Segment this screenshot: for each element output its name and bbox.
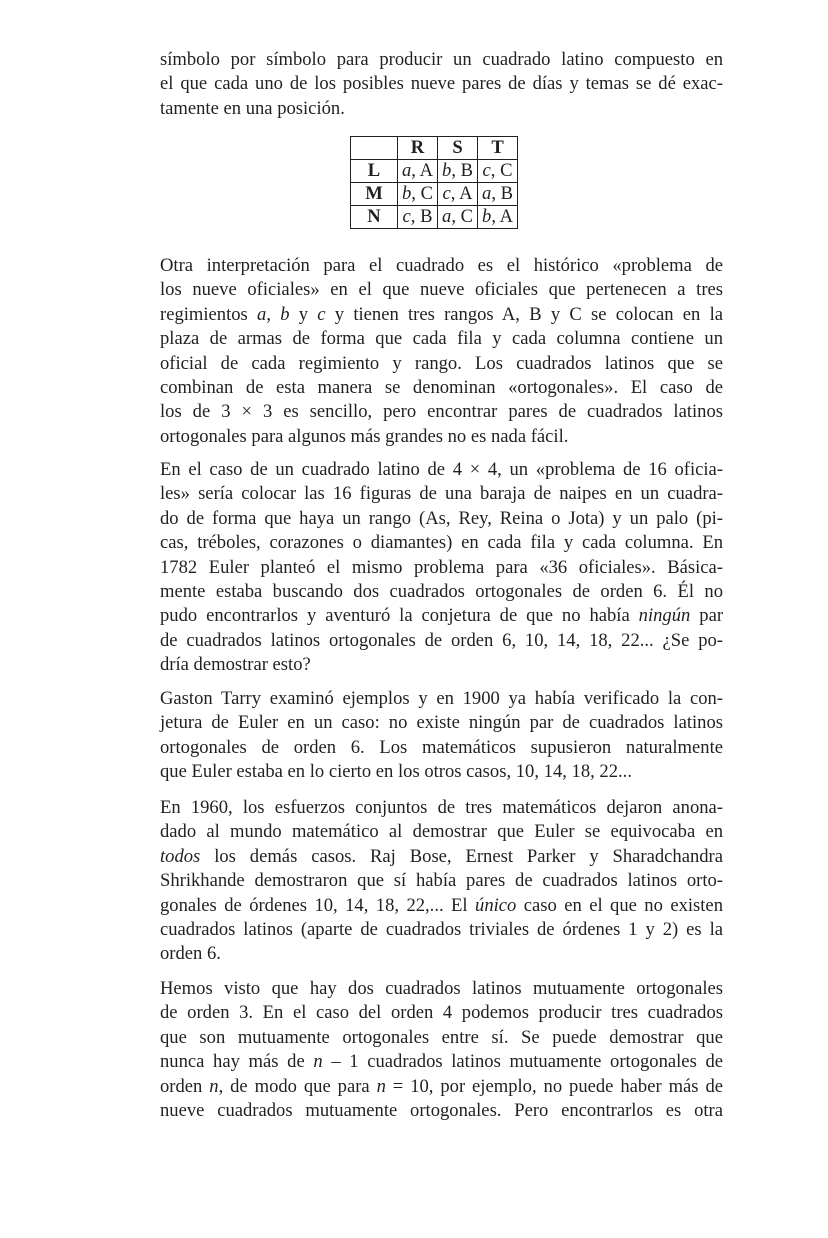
table-header-row bbox=[351, 137, 518, 160]
text-line: combinan de esta manera se denominan «ortogonales». El caso de bbox=[160, 377, 723, 399]
text-line: pudo encontrarlos y aventuró la conjetura de que no había ningún par bbox=[160, 605, 724, 627]
text-line: dado al mundo matemático al demostrar que Euler se equivocaba en bbox=[160, 821, 723, 843]
text-line: los de 3 × 3 es sencillo, pero encontrar pares de cuadrados latinos bbox=[160, 401, 723, 423]
text-line: de orden 3. En el caso del orden 4 podemos producir tres cuadrados bbox=[160, 1002, 723, 1024]
column-header-s: S bbox=[438, 137, 478, 160]
text-line: nunca hay más de n – 1 cuadrados latinos mutuamente ortogonales de bbox=[160, 1051, 724, 1073]
paragraph-oficiales bbox=[160, 254, 723, 449]
table-cell: a, C bbox=[438, 206, 478, 229]
text-line: les» sería colocar las 16 figuras de una baraja de naipes en un cuadra- bbox=[160, 483, 723, 505]
text-line: dría demostrar esto? bbox=[160, 654, 311, 676]
column-header-r: R bbox=[398, 137, 438, 160]
row-header-m: M bbox=[351, 183, 398, 206]
text-line: ortogonales de orden 6. Los matemáticos supusieron naturalmente bbox=[160, 736, 723, 758]
row-header-l: L bbox=[351, 160, 398, 183]
table-cell: c, A bbox=[438, 183, 478, 206]
paragraph-mutuamente bbox=[160, 977, 723, 1123]
text-line: los nueve oficiales» en el que nueve oficiales que pertenecen a tres bbox=[160, 279, 723, 301]
intro-paragraph bbox=[160, 48, 723, 121]
table-row bbox=[351, 183, 518, 206]
paragraph-1960 bbox=[160, 796, 723, 967]
table-cell: c, C bbox=[478, 160, 518, 183]
text-line: En 1960, los esfuerzos conjuntos de tres matemáticos dejaron anona- bbox=[160, 797, 723, 818]
text-line: gonales de órdenes 10, 14, 18, 22,... El único caso en el que no existen bbox=[160, 894, 723, 916]
text-line: Otra interpretación para el cuadrado es el histórico «problema de bbox=[160, 255, 723, 276]
table-cell: b, C bbox=[398, 183, 438, 206]
text-line: símbolo por símbolo para producir un cuadrado latino compuesto en bbox=[160, 49, 723, 70]
text-line: ortogonales para algunos más grandes no es nada fácil. bbox=[160, 425, 569, 447]
column-header-t: T bbox=[478, 137, 518, 160]
table-row bbox=[351, 206, 518, 229]
text-line: que Euler estaba en lo cierto en los otros casos, 10, 14, 18, 22... bbox=[160, 761, 632, 783]
paragraph-naipes bbox=[160, 458, 723, 678]
text-line: orden n, de modo que para n = 10, por ejemplo, no puede haber más de bbox=[160, 1075, 723, 1097]
text-line: nueve cuadrados mutuamente ortogonales. Pero encontrarlos es otra bbox=[160, 1100, 723, 1122]
text-line: todos los demás casos. Raj Bose, Ernest Parker y Sharadchandra bbox=[160, 845, 723, 867]
latin-square-table bbox=[350, 136, 518, 229]
table-cell: a, A bbox=[398, 160, 438, 183]
text-line: orden 6. bbox=[160, 943, 221, 965]
text-line: cas, tréboles, corazones o diamantes) en cada fila y cada columna. En bbox=[160, 532, 723, 554]
text-line: do de forma que haya un rango (As, Rey, Reina o Jota) y un palo (pi- bbox=[160, 507, 723, 529]
text-line: Shrikhande demostraron que sí había pares de cuadrados latinos orto- bbox=[160, 870, 723, 892]
text-line: oficial de cada regimiento y rango. Los cuadrados latinos que se bbox=[160, 352, 723, 374]
text-line: que son mutuamente ortogonales entre sí. Se puede demostrar que bbox=[160, 1026, 723, 1048]
table-cell: b, B bbox=[438, 160, 478, 183]
text-line: de cuadrados latinos ortogonales de orden 6, 10, 14, 18, 22... ¿Se po- bbox=[160, 629, 723, 651]
text-line: 1782 Euler planteó el mismo problema para «36 oficiales». Básica- bbox=[160, 556, 723, 578]
text-line: el que cada uno de los posibles nueve pares de días y temas se dé exac- bbox=[160, 73, 723, 95]
text-line: plaza de armas de forma que cada fila y cada columna contiene un bbox=[160, 328, 723, 350]
table-row bbox=[351, 160, 518, 183]
row-header-n: N bbox=[351, 206, 398, 229]
table-cell: b, A bbox=[478, 206, 518, 229]
text-line: tamente en una posición. bbox=[160, 97, 345, 119]
text-line: jetura de Euler en un caso: no existe ningún par de cuadrados latinos bbox=[160, 712, 723, 734]
paragraph-tarry bbox=[160, 687, 723, 785]
table-cell: a, B bbox=[478, 183, 518, 206]
text-line: En el caso de un cuadrado latino de 4 × 4, un «problema de 16 oficia- bbox=[160, 459, 723, 480]
text-line: mente estaba buscando dos cuadrados ortogonales de orden 6. Él no bbox=[160, 581, 723, 603]
text-line: cuadrados latinos (aparte de cuadrados triviales de órdenes 1 y 2) es la bbox=[160, 919, 723, 941]
table-cell: c, B bbox=[398, 206, 438, 229]
text-line: Hemos visto que hay dos cuadrados latinos mutuamente ortogonales bbox=[160, 978, 723, 999]
text-line: Gaston Tarry examinó ejemplos y en 1900 ya había verificado la con- bbox=[160, 688, 723, 709]
text-line: regimientos a, b y c y tienen tres rangos A, B y C se colocan en la bbox=[160, 303, 724, 325]
table-corner-cell bbox=[351, 137, 398, 160]
